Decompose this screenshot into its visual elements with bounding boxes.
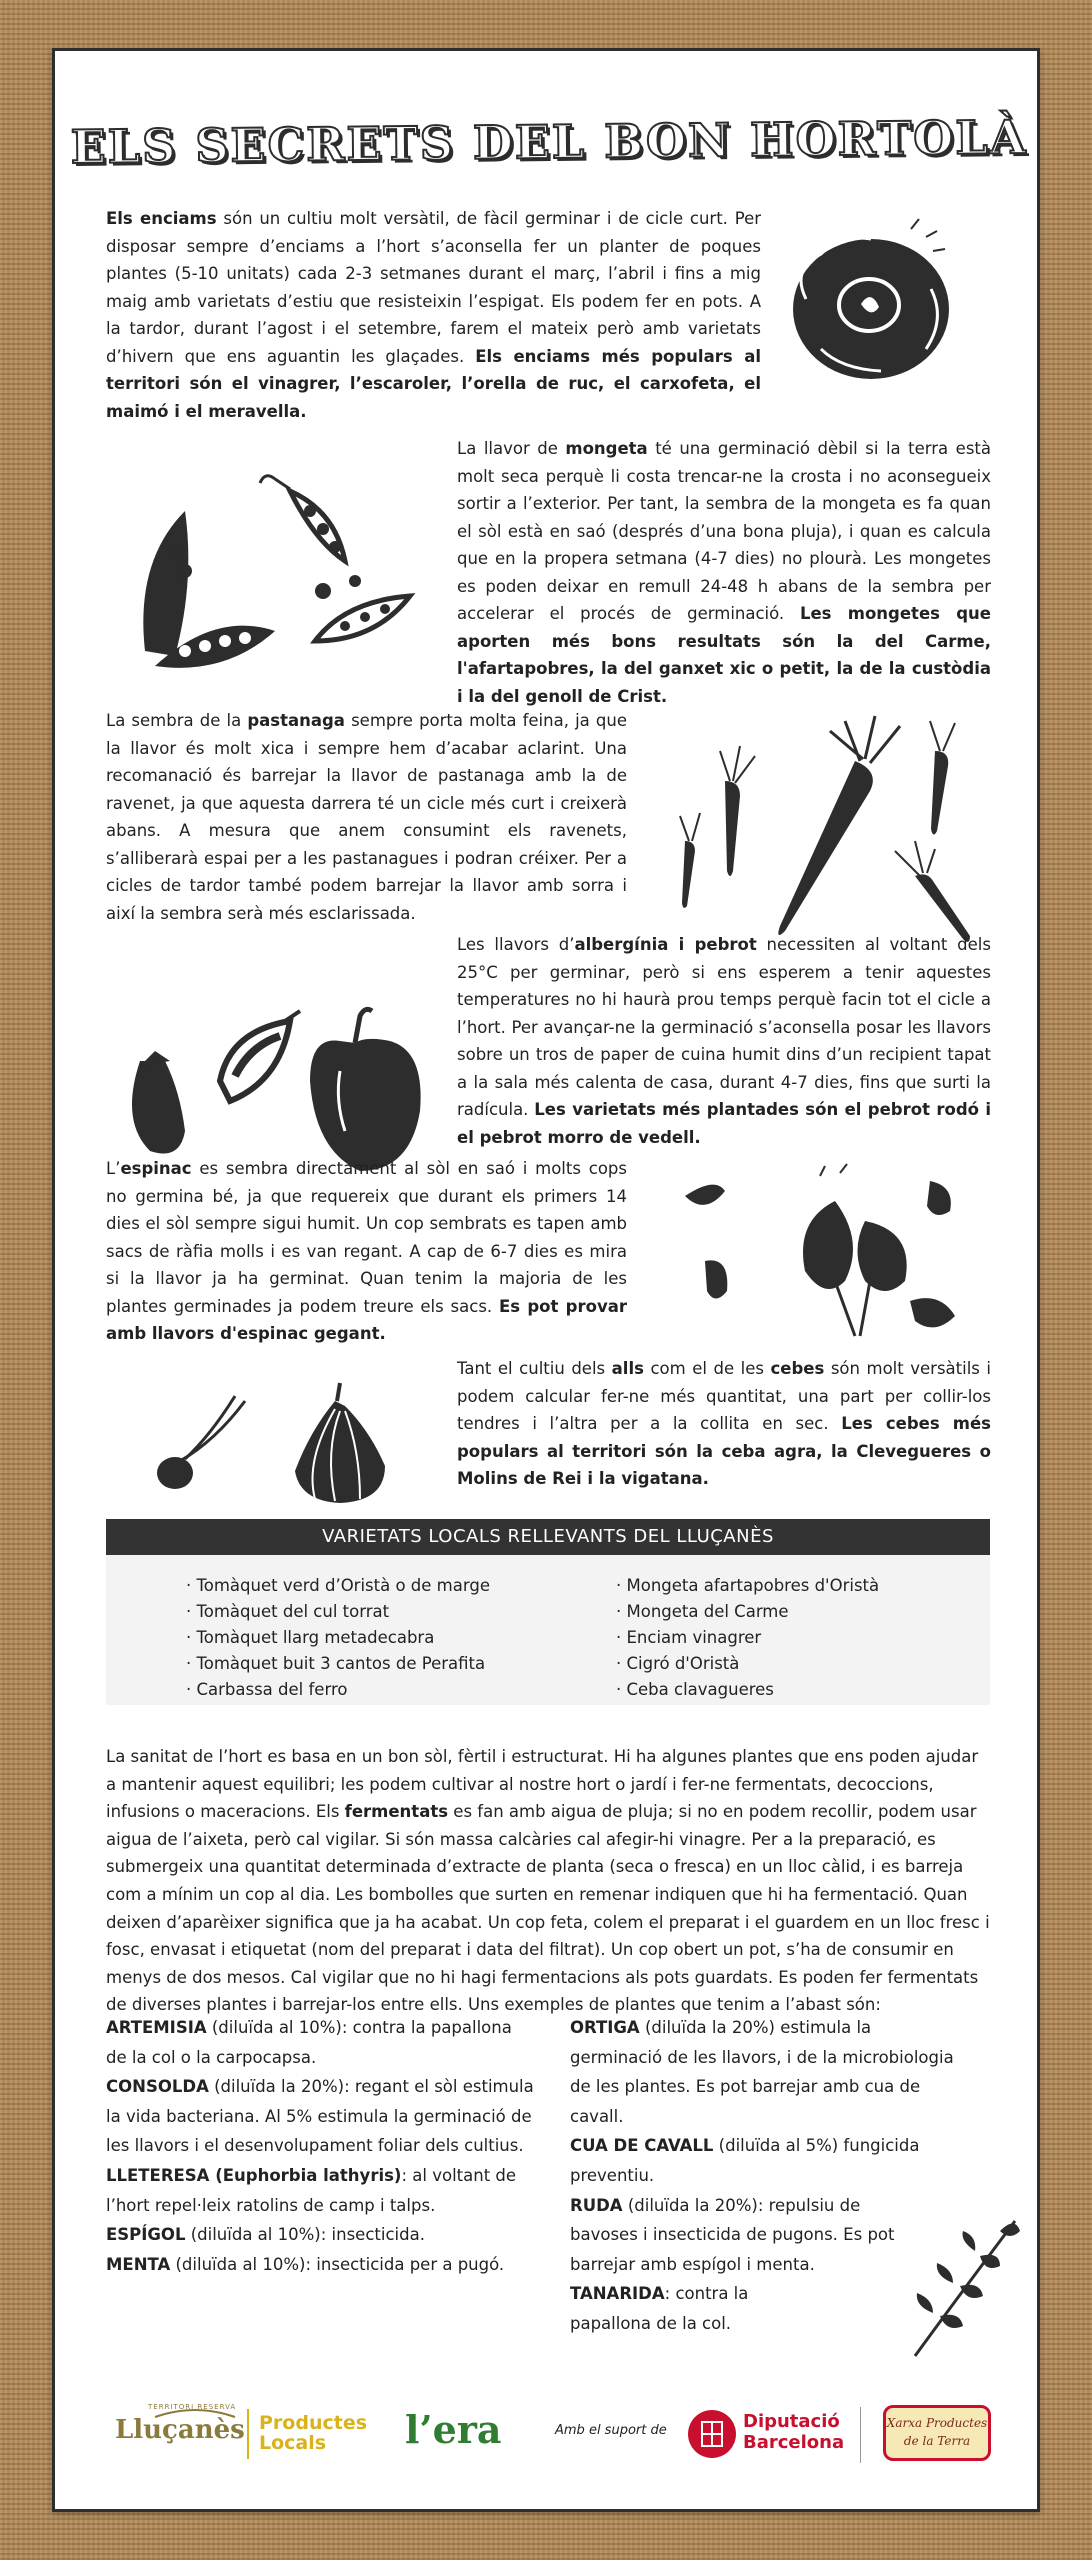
spinach-illustration [665, 1161, 985, 1371]
plants-left-column [106, 2013, 534, 2279]
pastanaga-lead: pastanaga [247, 711, 345, 730]
beans-illustration [115, 441, 465, 691]
varieties-box [106, 1555, 990, 1705]
espinac-highlight: Es pot provar amb llavors d'espinac gegant. [106, 1296, 627, 1343]
list-item: · Mongeta afartapobres d'Oristà [616, 1576, 880, 1595]
list-item: · Tomàquet verd d’Oristà o de marge [186, 1576, 490, 1595]
plant-entry: CONSOLDA (diluïda la 20%): regant el sòl estimula la vida bacteriana. Al 5% estimula la germinació de les llavors i el desenvolupament foliar dels cultius. [106, 2077, 534, 2156]
plant-entry: LLETERESA (Euphorbia lathyris): al voltant de l’hort repel·leix ratolins de camp i talps. [106, 2165, 517, 2215]
list-item: · Tomàquet del cul torrat [186, 1602, 390, 1621]
cebes-lead: cebes [770, 1359, 825, 1378]
varieties-heading: VARIETATS LOCALS RELLEVANTS DEL LLUÇANÈS [106, 1519, 990, 1555]
productes-locals-logo: Productes Locals [259, 2412, 368, 2454]
llucanes-logo-small: TERRITORI RESERVA [148, 2403, 237, 2411]
list-item: · Tomàquet buit 3 cantos de Perafita [186, 1654, 486, 1673]
enciams-body: són un cultiu molt versàtil, de fàcil germinar i de cicle curt. Per disposar sempre d’enciams a l’hort s’aconsella fer un planter de poques plantes (5-10 unitats) cada 2-3 setmanes durant el març, l’abril i fins a mig maig amb varietats d’estiu que resisteixin l’espigat. Els podem fer en pots. A la tardor, durant l’agost i el setembre, farem el mateix però amb varietats d’hivern que ens aguantin les glaçades. [106, 209, 762, 366]
enciams-lead: Els enciams [106, 209, 217, 228]
alberginia-highlight: Les varietats més plantades són el pebrot rodó i el pebrot morro de vedell. [457, 1100, 991, 1147]
enciams-highlight: Els enciams més populars al territori són el vinagrer, l’escaroler, l’orella de ruc, el carxofeta, el maimó i el meravella. [106, 346, 761, 421]
alls-lead: alls [611, 1359, 644, 1378]
list-item: · Tomàquet llarg metadecabra [186, 1628, 435, 1647]
lettuce-illustration [761, 209, 981, 399]
plant-entry: MENTA (diluïda al 10%): insecticida per a pugó. [106, 2254, 505, 2274]
list-item: · Mongeta del Carme [616, 1602, 789, 1621]
logo-divider [860, 2407, 861, 2463]
poster [52, 48, 1040, 2512]
alberginia-lead: albergínia i pebrot [574, 935, 757, 954]
plant-entry: ARTEMISIA (diluïda al 10%): contra la papallona de la col o la carpocapsa. [106, 2018, 512, 2067]
support-text: Amb el suport de [555, 2423, 667, 2438]
plant-entry: TANARIDA: contra la papallona de la col. [570, 2284, 749, 2333]
enciams-text [106, 205, 761, 425]
pastanaga-text: La sembra de la pastanaga sempre porta molta feina, ja que la llavor és molt xica i sempre hem d’acabar aclarint. Una recomanació és barrejar la llavor de pastanaga amb la de ravenet, ja que aquesta darrera té un cicle més curt i creixerà abans. A mesura que anem consumint els ravenets, s’alliberarà espai per a les pastanagues i podran créixer. Per a cicles de tardor també podem barrejar la llavor amb sorra i així la sembra serà més esclarissada. [106, 711, 627, 923]
logo-divider [247, 2409, 249, 2459]
herb-branch-illustration [905, 2201, 1025, 2361]
mongeta-text: La llavor de mongeta té una germinació dèbil si la terra està molt seca perquè li costa trencar-ne la crosta i no aconsegueix sortir a l’exterior. Per tant, la sembra de la mongeta es fa quan el sòl està en saó (després d’una bona pluja), i quan es calcula que en la propera setmana (4-7 dies) no plourà. Les mongetes es poden deixar en remull 24-48 h abans de la sembra per accelerar el procés de germinació. Les mongetes que aporten més bons resultats són la del Carme, l'afartapobres, la del ganxet xic o petit, la de la custòdia i la del genoll de Crist. [457, 439, 991, 706]
mongeta-lead: mongeta [565, 439, 648, 458]
plant-entry: CUA DE CAVALL (diluïda al 5%) fungicida preventiu. [570, 2136, 920, 2185]
lera-logo: l’era [405, 2407, 502, 2452]
mongeta-highlight: Les mongetes que aporten més bons resultats són la del Carme, l'afartapobres, la del ganxet xic o petit, la de la custòdia i la del genoll de Crist. [457, 604, 991, 706]
varieties-left [186, 1573, 490, 1703]
plant-entry: ORTIGA (diluïda la 20%) estimula la germinació de les llavors, i de la microbiologia de les plantes. Es pot barrejar amb cua de cavall. [570, 2018, 954, 2126]
list-item: · Enciam vinagrer [616, 1628, 762, 1647]
list-item: · Cigró d'Oristà [616, 1654, 740, 1673]
list-item: · Ceba clavagueres [616, 1680, 774, 1699]
fermentats-lead: fermentats [344, 1802, 449, 1822]
diputacio-logo: Diputació Barcelona [743, 2411, 845, 2453]
varieties-right [616, 1573, 879, 1703]
alls-text: Tant el cultiu dels alls com el de les cebes són molt versàtils i podem calcular fer-ne més quantitat, una part per collir-los tendres i l’altra per a la collita en sec. Les cebes més populars al territori són la ceba agra, la Clevegueres o Molins de Rei i la vigatana. [457, 1359, 991, 1488]
diputacio-emblem-icon [687, 2409, 737, 2459]
list-item: · Carbassa del ferro [186, 1680, 348, 1699]
footer-logos [55, 2391, 1043, 2481]
carrots-illustration [665, 701, 985, 951]
espinac-text: L’espinac es sembra directament al sòl en saó i molts cops no germina bé, ja que requereix que durant els primers 14 dies el sòl sempre sigui humit. Un cop sembrats es tapen amb sacs de ràfia molls i es van regant. A cap de 6-7 dies es mira si la llavor ja ha germinat. Quan tenim la majoria de les plantes germinades ja podem treure els sacs. Es pot provar amb llavors d'espinac gegant. [106, 1159, 627, 1343]
plant-entry: ESPÍGOL (diluïda al 10%): insecticida. [106, 2225, 425, 2245]
xarxa-productes-logo: Xarxa Productes de la Terra [883, 2405, 991, 2461]
llucanes-logo: Lluçanès [115, 2415, 245, 2445]
espinac-lead: espinac [120, 1159, 192, 1178]
plant-entry: RUDA (diluïda la 20%): repulsiu de bavoses i insecticida de pugons. Es pot barrejar amb espígol i menta. [570, 2195, 895, 2274]
alls-highlight: Les cebes més populars al territori són la ceba agra, la Clevegueres o Molins de Rei i la vigatana. [457, 1414, 991, 1488]
page-title: ELS SECRETS DEL BON HORTOLÀ [70, 109, 1028, 175]
health-intro: La sanitat de l’hort es basa en un bon sòl, fèrtil i estructurat. Hi ha algunes plantes que ens poden ajudar a mantenir aquest equilibri; les podem cultivar al nostre hort o jardí i fer-ne fermentats, decoccions, infusions o maceracions. Els fermentats es fan amb aigua de pluja; si no en podem recollir, podem usar aigua de l’aixeta, però cal vigilar. Si són massa calcàries cal afegir-hi vinagre. Per a la preparació, es submergeix una quantitat determinada d’extracte de planta (seca o fresca) en un lloc càlid, i es barreja com a mínim un cop al dia. Les bombolles que surten en remenar indiquen que hi ha fermentació. Quan deixen d’aparèixer significa que ja ha acabat. Un cop feta, colem el preparat i el guardem en un lloc fresc i fosc, envasat i etiquetat (nom del preparat i data del filtrat). Un cop obert un pot, s’ha de consumir en menys de dos mesos. Cal vigilar que no hi hagi fermentacions als pots guardats. Es poden fer fermentats de diverses plantes i barrejar-los entre ells. Uns exemples de plantes que tenim a l’abast són: [106, 1747, 990, 2015]
garlic-onion-illustration [145, 1381, 445, 1511]
alberginia-text: Les llavors d’albergínia i pebrot necessiten al voltant dels 25°C per germinar, però si ens esperem a tenir aquestes temperatures no hi haurà prou temps perquè facin tot el cicle a l’hort. Per avançar-ne la germinació s’aconsella posar les llavors sobre un tros de paper de cuina humit dins d’un recipient tapat a la sala més calenta de casa, durant 4-7 dies, fins que surti la radícula. Les varietats més plantades són el pebrot rodó i el pebrot morro de vedell. [457, 935, 991, 1147]
